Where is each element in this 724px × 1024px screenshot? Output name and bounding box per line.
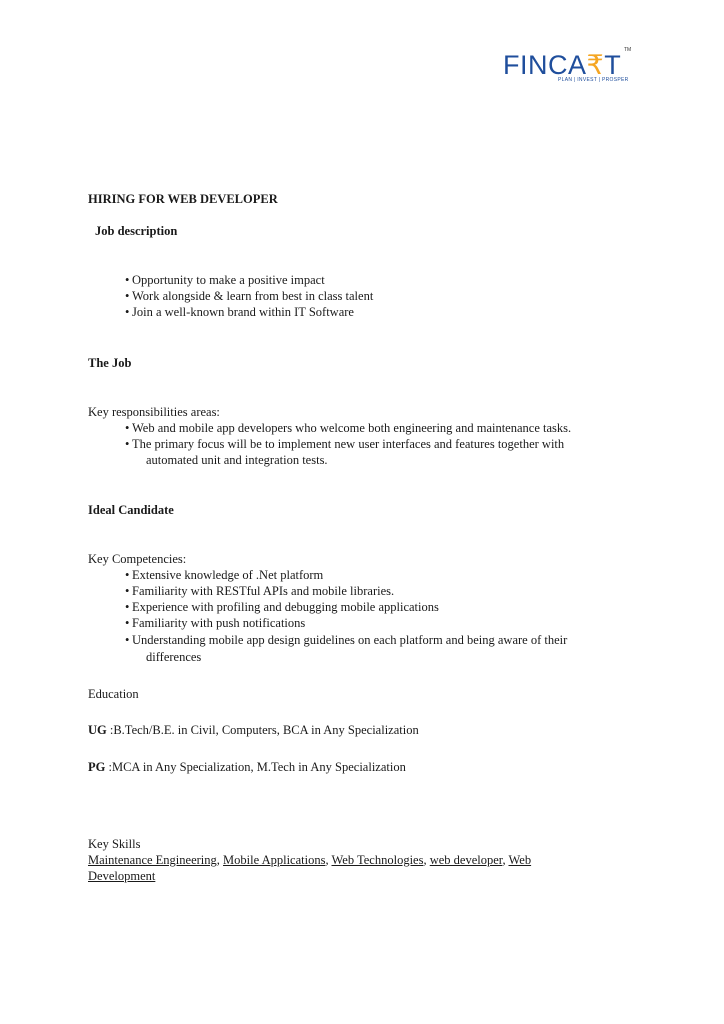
key-skills-line-2 <box>88 868 155 884</box>
logo-text-t: T <box>604 50 622 80</box>
job-description-heading: Job description <box>95 224 178 238</box>
bullet-icon: • <box>125 633 130 647</box>
logo-text-finca: FINCA <box>503 50 587 80</box>
list-item <box>125 632 567 648</box>
bullet-icon: • <box>125 600 130 614</box>
page-title: HIRING FOR WEB DEVELOPER <box>88 192 278 206</box>
ug-text: :B.Tech/B.E. in Civil, Computers, BCA in Any Specialization <box>106 723 419 737</box>
skill-link-web-development[interactable]: Web <box>508 853 532 867</box>
skill-separator: , <box>502 853 509 867</box>
pg-label: PG <box>88 760 106 774</box>
list-item <box>125 304 354 320</box>
skill-link-maintenance-engineering[interactable]: Maintenance Engineering <box>88 853 217 867</box>
list-item-text: Familiarity with RESTful APIs and mobile libraries. <box>132 584 395 598</box>
ug-line <box>88 722 419 738</box>
list-item-continuation: differences <box>146 650 202 664</box>
bullet-icon: • <box>125 437 130 451</box>
list-item-text: Familiarity with push notifications <box>132 616 306 630</box>
list-item <box>125 288 373 304</box>
key-skills-line <box>88 852 531 868</box>
list-item-text: The primary focus will be to implement new user interfaces and features together with <box>132 437 565 451</box>
skill-separator: , <box>325 853 332 867</box>
pg-line <box>88 759 406 775</box>
education-heading: Education <box>88 687 139 701</box>
fincart-logo <box>503 48 633 88</box>
bullet-icon: • <box>125 273 130 287</box>
list-item-text: Experience with profiling and debugging mobile applications <box>132 600 439 614</box>
logo-trademark: TM <box>624 47 632 53</box>
bullet-icon: • <box>125 305 130 319</box>
list-item-text: Understanding mobile app design guidelines on each platform and being aware of their <box>132 633 568 647</box>
competencies-intro: Key Competencies: <box>88 552 187 566</box>
list-item-text: Extensive knowledge of .Net platform <box>132 568 324 582</box>
pg-text: :MCA in Any Specialization, M.Tech in Any Specialization <box>105 760 406 774</box>
ug-label: UG <box>88 723 107 737</box>
list-item <box>125 436 564 452</box>
the-job-heading: The Job <box>88 356 132 370</box>
logo-tagline: PLAN | INVEST | PROSPER <box>558 77 629 83</box>
skill-separator: , <box>216 853 224 867</box>
list-item <box>125 567 323 583</box>
responsibilities-intro: Key responsibilities areas: <box>88 405 220 419</box>
list-item <box>125 599 439 615</box>
skill-link-web-technologies[interactable]: Web Technologies <box>331 853 424 867</box>
bullet-icon: • <box>125 616 130 630</box>
rupee-icon: ₹ <box>586 50 605 80</box>
skill-separator: , <box>423 853 430 867</box>
list-item-text: Join a well-known brand within IT Software <box>132 305 354 319</box>
list-item <box>125 272 325 288</box>
list-item-text: Web and mobile app developers who welcome both engineering and maintenance tasks. <box>132 421 572 435</box>
list-item <box>125 420 571 436</box>
bullet-icon: • <box>125 568 130 582</box>
bullet-icon: • <box>125 289 130 303</box>
skill-link-web-developer[interactable]: web developer <box>429 853 503 867</box>
list-item-continuation: automated unit and integration tests. <box>146 453 328 467</box>
key-skills-heading: Key Skills <box>88 837 141 851</box>
ideal-candidate-heading: Ideal Candidate <box>88 503 174 517</box>
skill-link-web-development-cont[interactable]: Development <box>88 869 156 883</box>
list-item-text: Opportunity to make a positive impact <box>132 273 325 287</box>
list-item <box>125 583 394 599</box>
bullet-icon: • <box>125 421 130 435</box>
list-item-text: Work alongside & learn from best in class talent <box>132 289 374 303</box>
skill-link-mobile-applications[interactable]: Mobile Applications <box>223 853 326 867</box>
list-item <box>125 615 305 631</box>
bullet-icon: • <box>125 584 130 598</box>
